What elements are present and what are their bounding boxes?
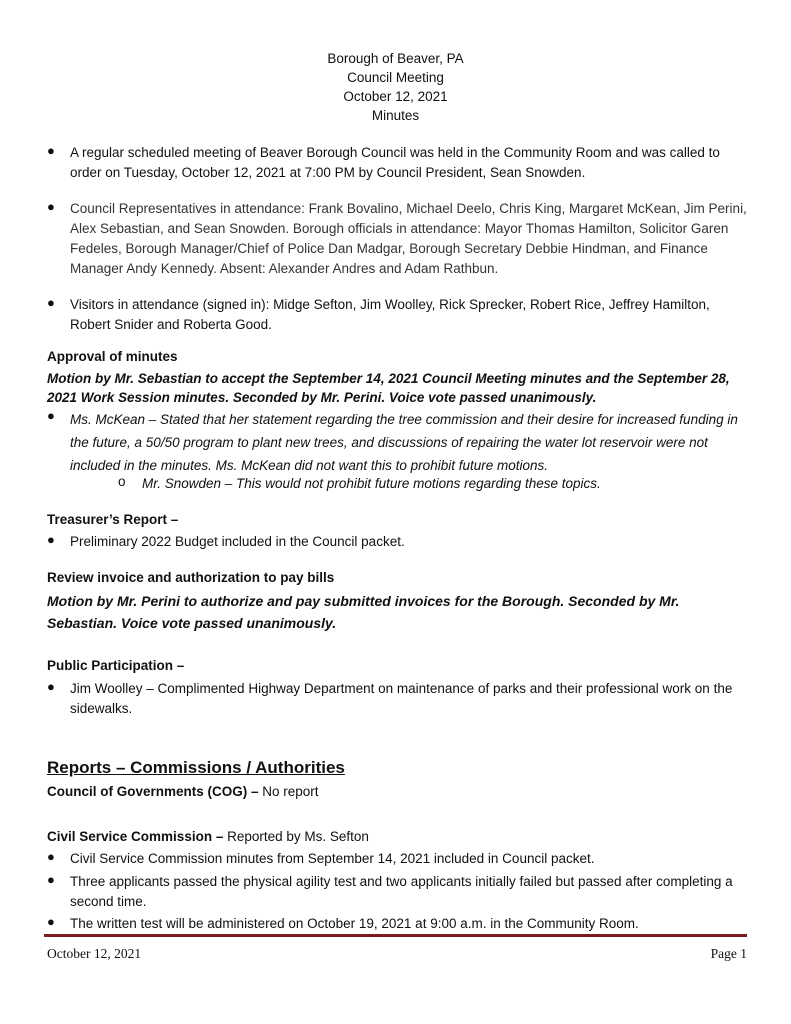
bullet-icon: ●	[47, 199, 55, 214]
bullet-icon: ●	[47, 872, 55, 887]
civil-text: Reported by Ms. Sefton	[223, 829, 369, 844]
bullet-icon: ●	[47, 849, 55, 864]
header-minutes: Minutes	[371, 108, 420, 123]
attendance-text: Council Representatives in attendance: Frank Bovalino, Michael Deelo, Chris King, Margaret McKean, Jim Perini, Alex Sebastian, and Sean Snowden. Borough officials in attendance: Mayor Thomas Hamilton, Solicitor Garen Fedeles, Borough Manager/Chief of Police Dan Madgar, Borough Secretary Debbie Hindman, and Finance Manager Andy Kennedy. Absent: Alexander Andres and Adam Rathbun.	[70, 201, 747, 276]
header-meeting: Council Meeting	[347, 70, 444, 85]
invoice-motion: Motion by Mr. Perini to authorize and pay submitted invoices for the Borough. Seconded by Mr. Sebastian. Voice vote passed unanimously.	[47, 593, 680, 631]
approval-heading: Approval of minutes	[47, 349, 178, 364]
header-date: October 12, 2021	[343, 89, 448, 104]
bullet-icon: ●	[47, 408, 55, 423]
public-item: Jim Woolley – Complimented Highway Department on maintenance of parks and their professional work on the sidewalks.	[70, 681, 733, 716]
sub-bullet-icon: o	[118, 474, 126, 489]
civil-service-line	[47, 829, 752, 844]
public-heading: Public Participation –	[47, 658, 185, 673]
document-header	[0, 49, 791, 125]
bullet-icon: ●	[47, 532, 55, 547]
bullet-icon: ●	[47, 143, 55, 158]
civil-label: Civil Service Commission –	[47, 829, 224, 844]
approval-motion: Motion by Mr. Sebastian to accept the September 14, 2021 Council Meeting minutes and the September 28, 2021 Work Session minutes. Seconded by Mr. Perini. Voice vote passed unanimously.	[47, 371, 730, 405]
civil-item: The written test will be administered on October 19, 2021 at 9:00 a.m. in the Community Room.	[70, 916, 639, 931]
footer-rule	[44, 934, 747, 937]
call-to-order-text: A regular scheduled meeting of Beaver Borough Council was held in the Community Room and was called to order on Tuesday, October 12, 2021 at 7:00 PM by Council President, Sean Snowden.	[70, 145, 720, 180]
header-borough: Borough of Beaver, PA	[327, 51, 464, 66]
treasurer-heading: Treasurer’s Report –	[47, 512, 179, 527]
page-number: Page 1	[710, 946, 747, 961]
invoice-heading: Review invoice and authorization to pay bills	[47, 570, 335, 585]
visitors-text: Visitors in attendance (signed in): Midge Sefton, Jim Woolley, Rick Sprecker, Robert Rice, Jeffrey Hamilton, Robert Snider and Roberta Good.	[70, 297, 710, 332]
cog-line	[47, 784, 752, 799]
reports-heading: Reports – Commissions / Authorities	[47, 758, 345, 777]
bullet-icon: ●	[47, 914, 55, 929]
footer-date: October 12, 2021	[47, 946, 142, 961]
treasurer-item: Preliminary 2022 Budget included in the Council packet.	[70, 534, 405, 549]
bullet-icon: ●	[47, 295, 55, 310]
cog-label: Council of Governments (COG) –	[47, 784, 259, 799]
civil-item: Civil Service Commission minutes from September 14, 2021 included in Council packet.	[70, 851, 595, 866]
snowden-statement: Mr. Snowden – This would not prohibit future motions regarding these topics.	[142, 476, 601, 491]
bullet-icon: ●	[47, 679, 55, 694]
mckean-statement: Ms. McKean – Stated that her statement regarding the tree commission and their desire for increased funding in the future, a 50/50 program to plant new trees, and discussions of repairing the water lot reservoir were not included in the minutes. Ms. McKean did not want this to prohibit future motions.	[70, 412, 738, 473]
civil-item: Three applicants passed the physical agility test and two applicants initially failed but passed after completing a second time.	[70, 874, 733, 909]
cog-text: No report	[258, 784, 319, 799]
